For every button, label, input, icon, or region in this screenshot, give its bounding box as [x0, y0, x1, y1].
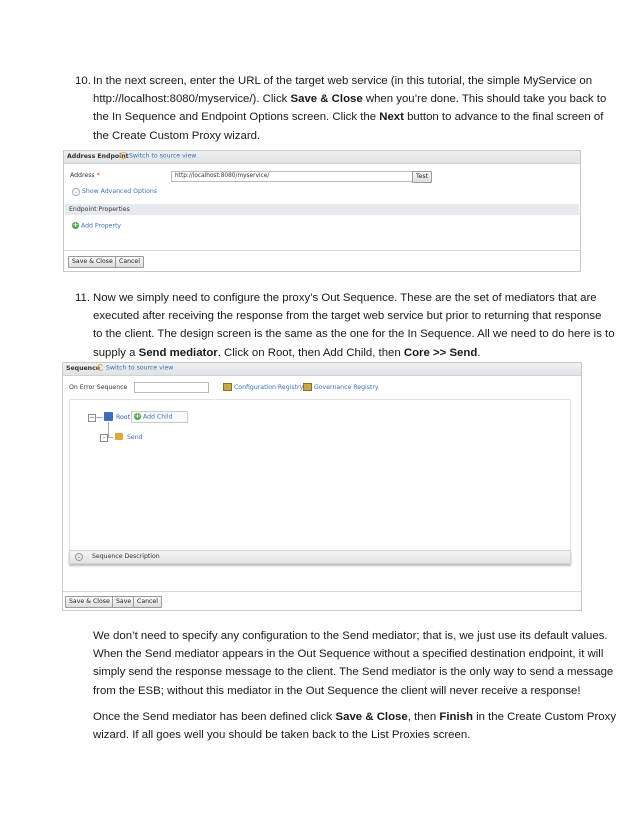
para-1-line-4: from the ESB; without this mediator in the Out Sequence the client will never receive a response!: [93, 684, 581, 697]
step-11-line-2: executed after receiving the response from the target web service but prior to returning that response: [93, 310, 602, 323]
divider: [64, 250, 580, 251]
bold-next: Next: [379, 111, 404, 124]
address-input[interactable]: http://localhost:8080/myservice/: [171, 171, 416, 182]
step-11-line-4: [93, 344, 615, 362]
step-11-line-1: Now we simply need to configure the proxy’s Out Sequence. These are the set of mediators that are: [93, 292, 597, 304]
sequence-description-label: Sequence Description: [92, 553, 160, 560]
add-property-label: Add Property: [80, 222, 122, 230]
registry-icon: [303, 383, 312, 391]
text-run: http://localhost:8080/myservice/). Click: [93, 93, 291, 106]
on-error-label: On Error Sequence: [69, 384, 128, 391]
switch-source-link[interactable]: [97, 364, 173, 372]
para-1-line-1: We don’t need to specify any configuration to the Send mediator; that is, we just use its default values.: [93, 630, 608, 642]
text-run: when you’re done. This should take you back to: [362, 93, 607, 106]
expand-icon[interactable]: ›: [100, 434, 108, 442]
sequence-description-bar[interactable]: [69, 550, 571, 564]
text-run: . Click on Root, then Add Child, then: [217, 346, 404, 359]
configuration-registry-label: Configuration Registry: [233, 384, 304, 391]
step-10-line-1: In the next screen, enter the URL of the target web service (in this tutorial, the simple MyService on: [93, 75, 593, 87]
chevron-down-icon: ⌄: [73, 189, 79, 195]
collapse-icon[interactable]: −: [89, 414, 95, 421]
text-run: supply a: [93, 346, 139, 359]
add-icon: +: [134, 412, 141, 420]
save-close-button[interactable]: Save & Close: [65, 596, 114, 608]
endpoint-properties-section: [65, 204, 579, 215]
finish-paragraph: [93, 708, 616, 744]
text-run: button to advance to the final screen of: [403, 111, 604, 124]
tree-connector: [96, 417, 103, 418]
sequence-header: [63, 363, 581, 376]
text-run: in the Create Custom Proxy: [472, 711, 617, 723]
add-child-button[interactable]: [131, 411, 188, 423]
cancel-button[interactable]: Cancel: [115, 256, 144, 268]
address-endpoint-screenshot: [63, 150, 581, 272]
address-label-text: Address: [70, 172, 95, 179]
endpoint-header: [64, 151, 580, 164]
step-10-line-3: [93, 108, 606, 126]
switch-source-label: Switch to source view: [105, 364, 174, 372]
required-mark: *: [96, 172, 100, 179]
endpoint-properties-title: Endpoint Properties: [69, 206, 130, 213]
show-advanced-label: Show Advanced Options: [81, 188, 158, 195]
configuration-registry-link[interactable]: [223, 383, 303, 391]
bold-core-send: Core >> Send: [403, 346, 478, 359]
address-label: [70, 172, 100, 179]
step-10-line-4: the Create Custom Proxy wizard.: [93, 129, 261, 142]
show-advanced-toggle[interactable]: [72, 188, 157, 196]
divider: [63, 591, 581, 592]
bold-save-close: Save & Close: [335, 711, 408, 723]
save-button[interactable]: Save: [112, 596, 135, 608]
tree-connector: [108, 437, 113, 438]
send-node[interactable]: Send: [127, 434, 143, 441]
send-icon: [115, 433, 123, 440]
endpoint-header-title: Address Endpoint: [67, 153, 129, 160]
save-close-button[interactable]: Save & Close: [68, 256, 117, 268]
test-button[interactable]: Test: [412, 171, 432, 183]
add-icon: +: [72, 221, 79, 229]
sequence-tree-area: [69, 399, 571, 550]
refresh-icon: [120, 152, 127, 159]
para-1-line-3: simply send the response message to the client. The Send mediator is the only way to send a message: [93, 666, 614, 679]
para-2-line-1: [93, 708, 616, 726]
text-run: Once the Send mediator has been defined click: [93, 711, 336, 723]
refresh-icon: [97, 364, 104, 371]
para-1-line-2: When the Send mediator appears in the Out Sequence without a specified destination endpoint, it will: [93, 648, 604, 661]
step-10-line-2: [93, 90, 606, 108]
on-error-input[interactable]: [134, 382, 209, 393]
switch-source-link[interactable]: [120, 152, 196, 160]
sequence-screenshot: [62, 362, 582, 611]
add-child-label: Add Child: [142, 413, 173, 421]
root-node[interactable]: Root: [116, 414, 131, 421]
root-icon: [104, 412, 113, 421]
send-mediator-paragraph: [93, 627, 613, 700]
step-10-text: [93, 72, 606, 145]
bold-save-close: Save & Close: [290, 93, 363, 106]
governance-registry-link[interactable]: [303, 383, 379, 391]
step-10-number: 10.: [75, 75, 91, 87]
para-2-line-2: wizard. If all goes well you should be taken back to the List Proxies screen.: [93, 729, 471, 742]
sequence-header-title: Sequence: [66, 365, 100, 372]
governance-registry-label: Governance Registry: [313, 384, 379, 391]
chevron-down-icon: ⌄: [76, 554, 82, 560]
cancel-button[interactable]: Cancel: [133, 596, 162, 608]
step-11-line-3: to the client. The design screen is the same as the one for the In Sequence. All we need to do here is to: [93, 328, 615, 341]
text-run: , then: [407, 711, 440, 723]
add-property-link[interactable]: [72, 222, 121, 230]
bold-send-mediator: Send mediator: [138, 346, 218, 359]
step-11-text: [93, 289, 615, 362]
text-run: the In Sequence and Endpoint Options screen. Click the: [93, 111, 380, 124]
text-run: .: [477, 346, 481, 359]
switch-source-label: Switch to source view: [128, 152, 197, 160]
registry-icon: [223, 383, 232, 391]
tree-connector: [108, 422, 109, 438]
bold-finish: Finish: [439, 711, 473, 723]
step-11-number: 11.: [75, 292, 90, 304]
